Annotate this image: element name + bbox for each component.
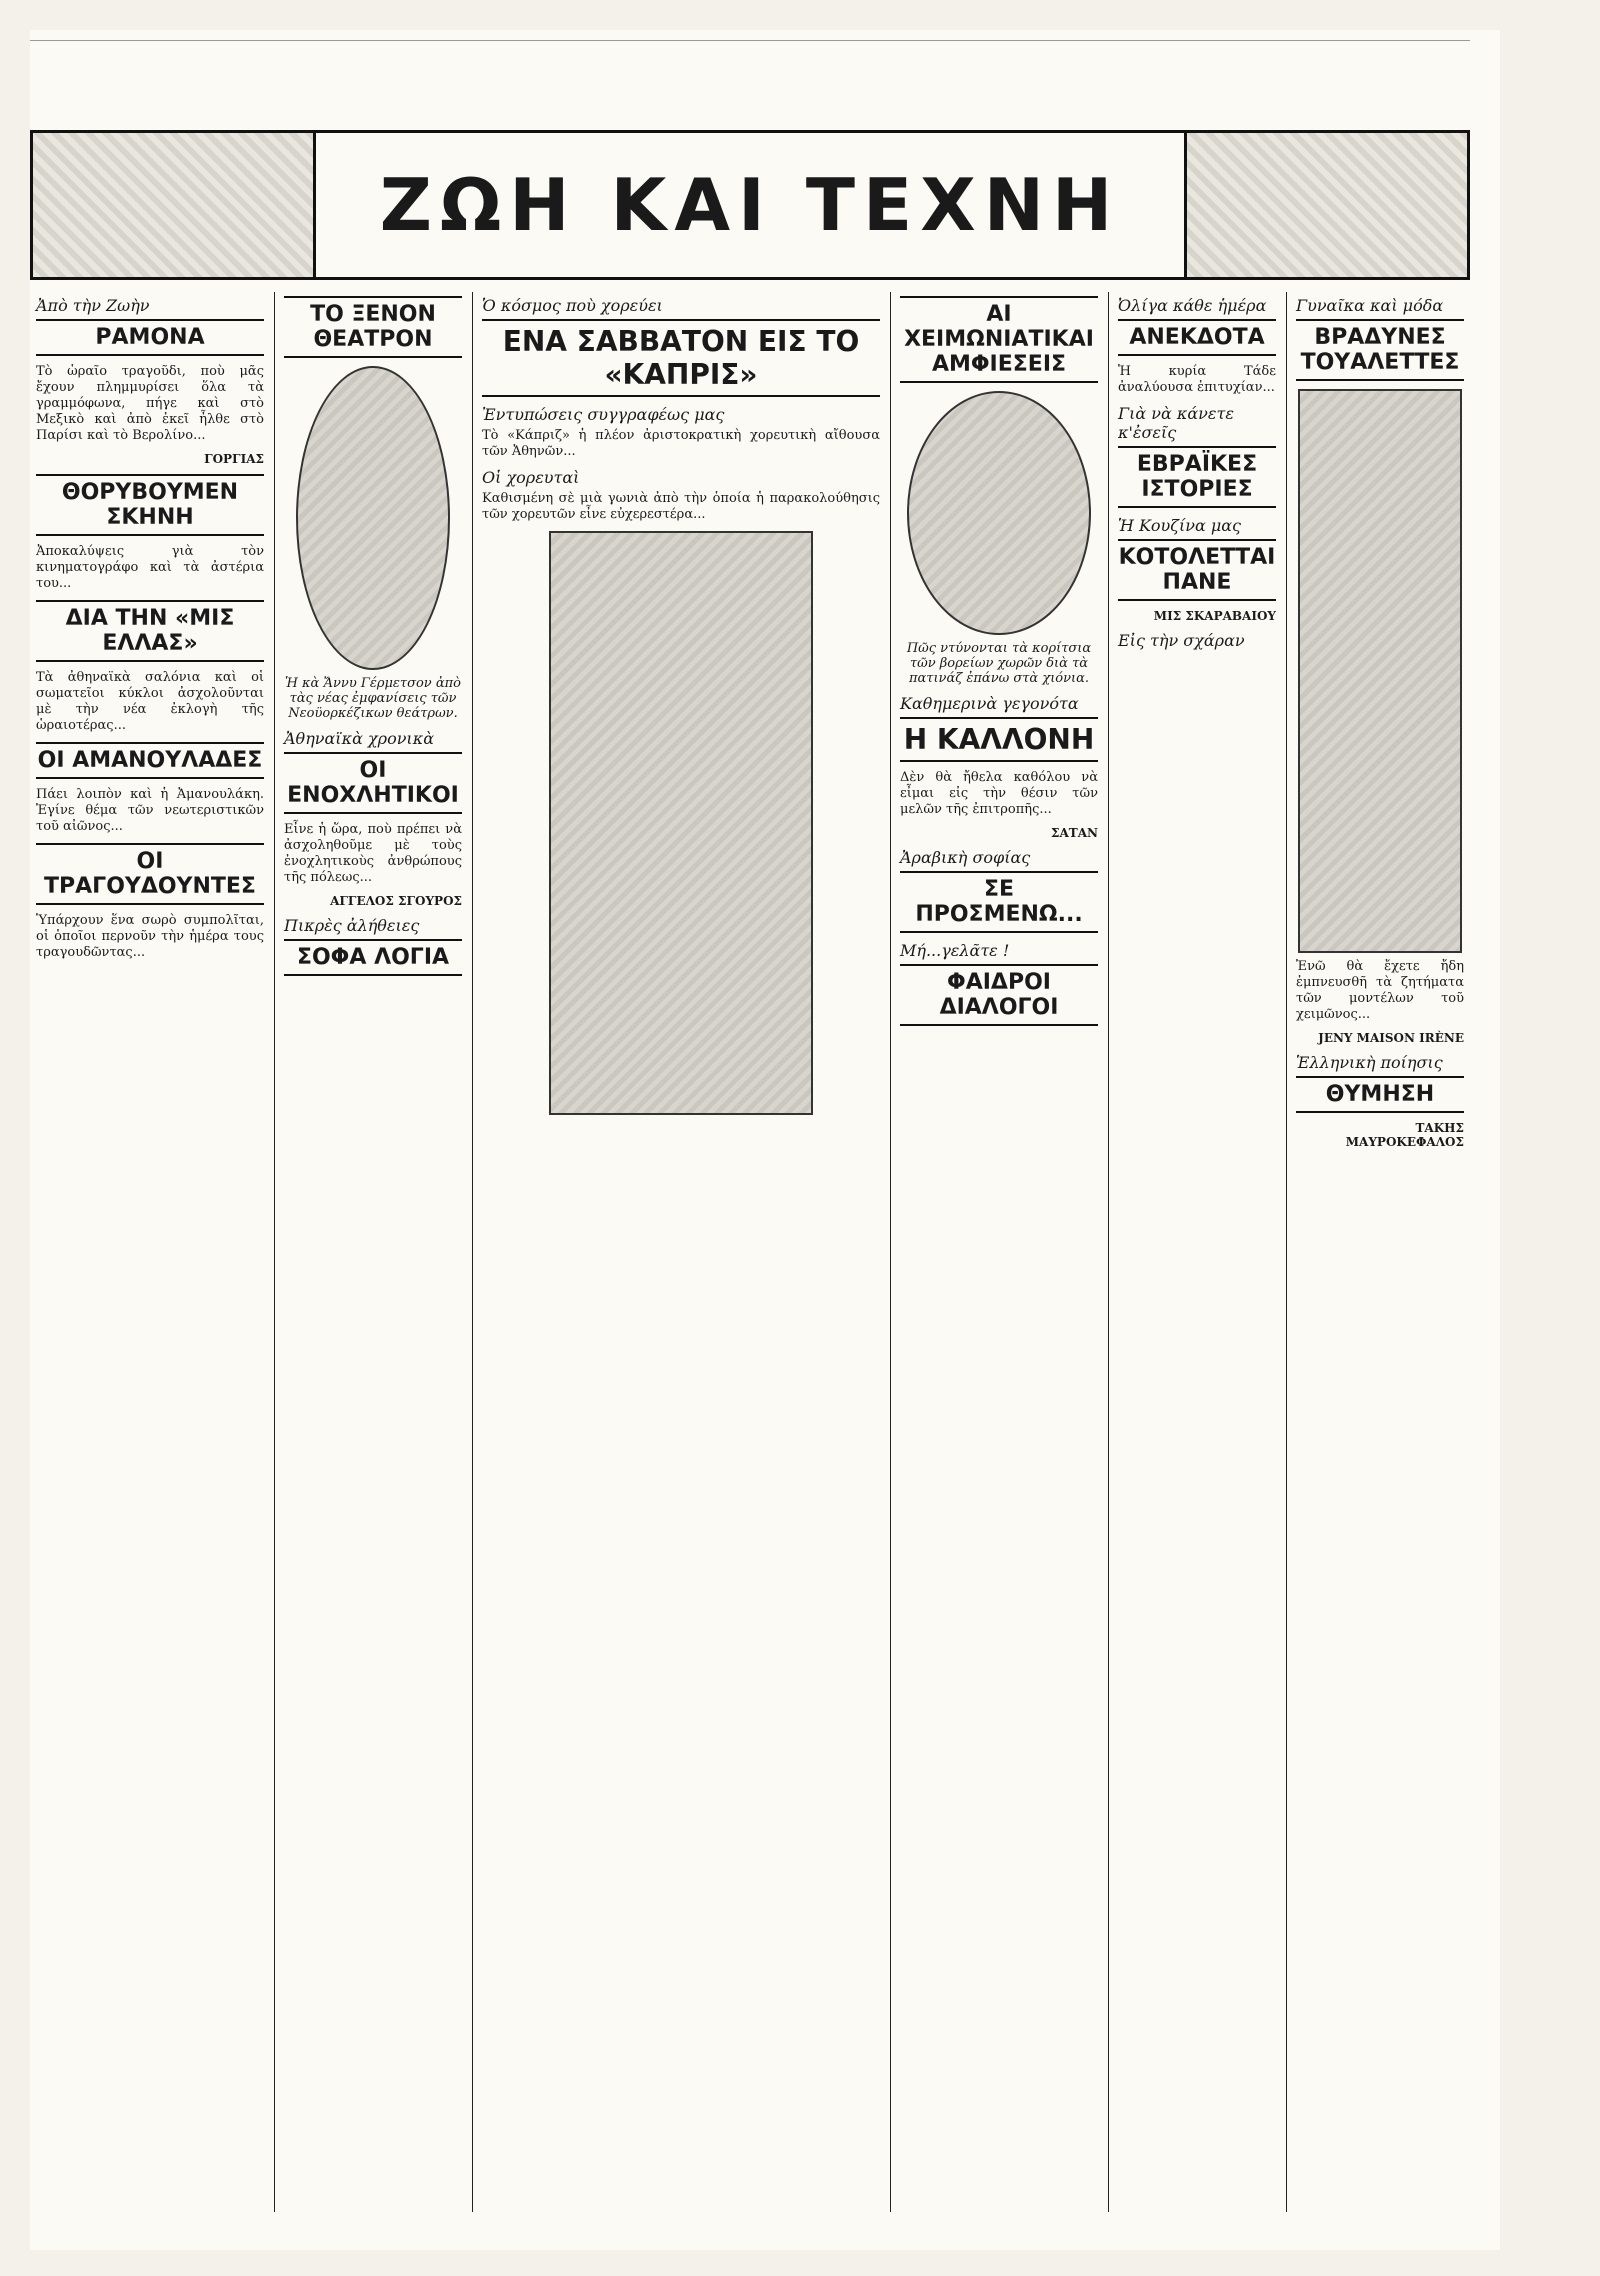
- col1-s3-text: Τὰ ἀθηναϊκὰ σαλόνια καὶ οἱ σωματεῖοι κύκλοι ἀσχολοῦνται μὲ τὴν νέα ἐκλογὴ τῆς ὡραιοτέρας...: [36, 670, 264, 733]
- col1-s4-title: ΟΙ ΑΜΑΝΟΥΛΑΔΕΣ: [36, 742, 264, 779]
- col1-s1-title: ΡΑΜΟΝΑ: [36, 319, 264, 356]
- column-dance: [476, 292, 886, 2212]
- col2-kicker: Ἀθηναϊκὰ χρονικὰ: [284, 729, 434, 748]
- col3-text: Τὸ «Κάπριζ» ἡ πλέον ἀριστοκρατικὴ χορευτικὴ αἴθουσα τῶν Ἀθηνῶν...: [482, 428, 880, 459]
- col3-head: ΕΝΑ ΣΑΒΒΑΤΟΝ ΕΙΣ ΤΟ «ΚΑΠΡΙΣ»: [482, 319, 880, 397]
- col2-head3: ΣΟΦΑ ΛΟΓΙΑ: [284, 939, 462, 976]
- col3-text2: Καθισμένη σὲ μιὰ γωνιὰ ἀπὸ τὴν ὁποία ἡ παρακολούθησις τῶν χορευτῶν εἶνε εὐχερεστέρα...: [482, 491, 880, 522]
- col5-kicker2: Γιὰ νὰ κάνετε κ'ἐσεῖς: [1118, 404, 1234, 442]
- col2-head2: ΟΙ ΕΝΟΧΛΗΤΙΚΟΙ: [284, 752, 462, 814]
- col4-kicker: Καθημερινὰ γεγονότα: [900, 694, 1079, 713]
- col3-kicker3: Οἱ χορευταὶ: [482, 468, 580, 487]
- col1-kicker: Ἀπὸ τὴν Ζωὴν: [36, 296, 150, 315]
- col6-text: Ἐνῶ θὰ ἔχετε ἤδη ἐμπνευσθῆ τὰ ζητήματα τῶν μοντέλων τοῦ χειμῶνος...: [1296, 959, 1464, 1022]
- col4-head3: ΣΕ ΠΡΟΣΜΕΝΩ...: [900, 871, 1098, 933]
- col5-head3: ΚΟΤΟΛΕΤΤΑΙ ΠΑΝΕ: [1118, 539, 1276, 601]
- col4-head: ΑΙ ΧΕΙΜΩΝΙΑΤΙΚΑΙ ΑΜΦΙΕΣΕΙΣ: [900, 296, 1098, 383]
- col4-kicker2: Ἀραβικὴ σοφίας: [900, 848, 1031, 867]
- col2-caption: Ἡ κὰ Ἄννυ Γέρμετσον ἀπὸ τὰς νέας ἐμφανίσεις τῶν Νεοϋορκέζικων θεάτρων.: [285, 676, 461, 721]
- column-rule: [1286, 292, 1287, 2212]
- col5-head: ΑΝΕΚΔΟΤΑ: [1118, 319, 1276, 356]
- col2-text: Εἶνε ἡ ὥρα, ποὺ πρέπει νὰ ἀσχοληθοῦμε μὲ τοὺς ἐνοχλητικοὺς ἀνθρώπους τῆς πόλεως...: [284, 822, 462, 885]
- col3-kicker2: Ἐντυπώσεις συγγραφέως μας: [482, 405, 725, 424]
- col3-kicker: Ὁ κόσμος ποὺ χορεύει: [482, 296, 663, 315]
- dance-illustration: [549, 531, 813, 1115]
- column-life: [30, 292, 270, 2212]
- column-rule: [1108, 292, 1109, 2212]
- masthead: [30, 130, 1470, 280]
- top-rule: [30, 30, 1470, 41]
- col6-head2: ΘΥΜΗΣΗ: [1296, 1076, 1464, 1113]
- column-theatre: [278, 292, 468, 2212]
- column-fashion-beauty: [894, 292, 1104, 2212]
- col4-caption: Πῶς ντύνονται τὰ κορίτσια τῶν βορείων χωρῶν διὰ τὰ πατινάζ ἐπάνω στὰ χιόνια.: [906, 641, 1092, 686]
- col2-head: ΤΟ ΞΕΝΟΝ ΘΕΑΤΡΟΝ: [284, 296, 462, 358]
- col1-s5-text: Ὑπάρχουν ἕνα σωρὸ συμπολῖται, οἱ ὁποῖοι περνοῦν τὴν ἡμέρα τους τραγουδῶντας...: [36, 913, 264, 960]
- col1-s2-text: Ἀποκαλύψεις γιὰ τὸν κινηματογράφο καὶ τὰ ἀστέρια του...: [36, 544, 264, 591]
- col1-s1-sig: ΓΟΡΓΙΑΣ: [204, 452, 264, 466]
- column-rule: [472, 292, 473, 2212]
- col1-s5-title: ΟΙ ΤΡΑΓΟΥΔΟΥΝΤΕΣ: [36, 843, 264, 905]
- masthead-title: ΖΩΗ ΚΑΙ ΤΕΧΝΗ: [379, 163, 1121, 247]
- col5-sig: ΜΙΣ ΣΚΑΡΑΒΑΙΟΥ: [1153, 609, 1276, 623]
- col6-kicker: Γυναῖκα καὶ μόδα: [1296, 296, 1444, 315]
- column-rule: [274, 292, 275, 2212]
- newspaper-page: [30, 30, 1500, 2250]
- masthead-illustration-right: [1184, 133, 1467, 277]
- col5-text: Ἡ κυρία Τάδε ἀναλύουσα ἐπιτυχίαν...: [1118, 364, 1276, 395]
- col4-text: Δὲν θὰ ἤθελα καθόλου νὰ εἶμαι εἰς τὴν θέσιν τῶν μελῶν τῆς ἐπιτροπῆς...: [900, 770, 1098, 817]
- column-woman-fashion: [1290, 292, 1470, 2212]
- fashion-illustration: [1298, 389, 1462, 953]
- col5-kicker4: Εἰς τὴν σχάραν: [1118, 631, 1245, 650]
- column-anecdotes: [1112, 292, 1282, 2212]
- col5-head2: ΕΒΡΑΪΚΕΣ ΙΣΤΟΡΙΕΣ: [1118, 446, 1276, 508]
- column-rule: [890, 292, 891, 2212]
- winter-photo: [907, 391, 1091, 635]
- col4-head2: Η ΚΑΛΛΟΝΗ: [900, 717, 1098, 762]
- col4-head4: ΦΑΙΔΡΟΙ ΔΙΑΛΟΓΟΙ: [900, 964, 1098, 1026]
- col2-sig: ΑΓΓΕΛΟΣ ΣΓΟΥΡΟΣ: [330, 894, 462, 908]
- col1-s4-text: Πάει λοιπὸν καὶ ἡ Ἀμανουλάκη. Ἐγίνε θέμα τῶν νεωτεριστικῶν τοῦ αἰῶνος...: [36, 787, 264, 834]
- col1-s2-title: ΘΟΡΥΒΟΥΜΕΝ ΣΚΗΝΗ: [36, 474, 264, 536]
- col4-sig: ΣΑΤΑΝ: [1050, 826, 1098, 840]
- col6-sig2: ΤΑΚΗΣ ΜΑΥΡΟΚΕΦΑΛΟΣ: [1345, 1121, 1464, 1149]
- col1-s1-text: Τὸ ὡραῖο τραγοῦδι, ποὺ μᾶς ἔχουν πλημμυρίσει ὅλα τὰ γραμμόφωνα, πήγε καὶ στὸ Μεξικὸ καὶ ἀπὸ ἐκεῖ ἦλθε στὸ Παρίσι καὶ τὸ Βερολίνο...: [36, 364, 264, 443]
- col6-head: ΒΡΑΔΥΝΕΣ ΤΟΥΑΛΕΤΤΕΣ: [1296, 319, 1464, 381]
- col1-s3-title: ΔΙΑ ΤΗΝ «ΜΙΣ ΕΛΛΑΣ»: [36, 600, 264, 662]
- col4-kicker3: Μή...γελᾶτε !: [900, 941, 1010, 960]
- theatre-photo: [296, 366, 450, 670]
- col6-sig: JENY MAISON IRÈNE: [1318, 1031, 1464, 1045]
- masthead-illustration-left: [33, 133, 316, 277]
- col5-kicker: Ὀλίγα κάθε ἡμέρα: [1118, 296, 1267, 315]
- col2-kicker2: Πικρὲς ἀλήθειες: [284, 916, 420, 935]
- col5-kicker3: Ἡ Κουζίνα μας: [1118, 516, 1241, 535]
- col6-kicker2: Ἑλληνικὴ ποίησις: [1296, 1053, 1443, 1072]
